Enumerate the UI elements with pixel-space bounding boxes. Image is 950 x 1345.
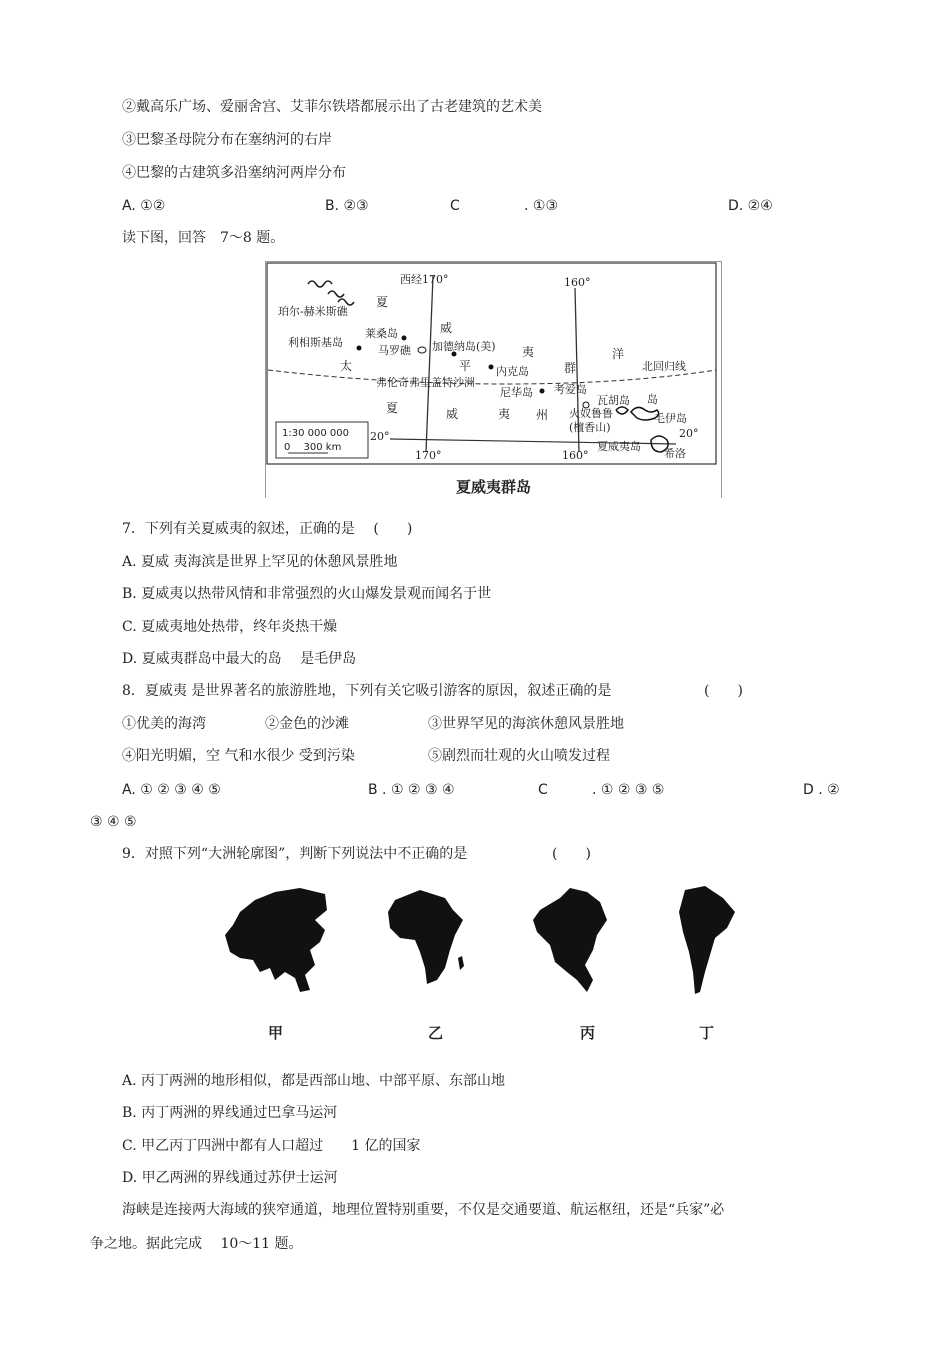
q7-option-c: C. 夏威夷地处热带，终年炎热干燥 [122, 619, 338, 635]
continent-label-yi: 乙 [428, 1024, 444, 1042]
label-xia: 夏 [376, 295, 389, 309]
continent-label-jia: 甲 [268, 1024, 284, 1042]
continent-outlines [215, 880, 755, 1020]
continent-asia [225, 888, 327, 992]
q7-option-b: B. 夏威夷以热带风情和非常强烈的火山爆发景观而闻名于世 [122, 586, 492, 602]
label-b160: 160° [562, 449, 589, 462]
q9-paren: ( ) [552, 846, 591, 862]
label-w170: 西经170° [400, 273, 449, 286]
q8-s2: ②金色的沙滩 [265, 716, 349, 732]
label-b170: 170° [415, 449, 442, 462]
q9-stem: 9．对照下列“大洲轮廓图”，判断下列说法中不正确的是 [122, 846, 468, 862]
continent-label-bing: 丙 [580, 1024, 596, 1042]
label-kauai: 考爱岛 [554, 383, 587, 396]
label-honolulu: 火奴鲁鲁 [569, 407, 613, 420]
madagascar [458, 956, 464, 970]
q6-option-c: . ①③ [524, 198, 559, 214]
label-maui: 毛伊岛 [654, 412, 687, 425]
q8-option-a: A. ① ② ③ ④ ⑤ [122, 782, 221, 798]
q9-option-c: C. 甲乙丙丁四洲中都有人口超过 1 亿的国家 [122, 1138, 421, 1154]
q8-s3: ③世界罕见的海滨休憩风景胜地 [428, 716, 624, 732]
label-maro: 马罗礁 [378, 344, 411, 357]
q9-option-a: A. 丙丁两洲的地形相似，都是西部山地、中部平原、东部山地 [122, 1073, 506, 1089]
q7-stem: 7．下列有关夏威夷的叙述，正确的是 ( ) [122, 521, 413, 537]
label-yang: 洋 [612, 347, 625, 361]
q8-stem: 8．夏威夷 是世界著名的旅游胜地，下列有关它吸引游客的原因，叙述正确的是 [122, 683, 612, 699]
label-l20: 20° [370, 430, 390, 443]
label-qun: 群 [564, 361, 577, 375]
continent-label-ding: 丁 [699, 1024, 715, 1042]
label-tai: 太 [340, 359, 353, 373]
intro-10-11-line1: 海峡是连接两大海域的狭窄通道，地理位置特别重要，不仅是交通要道、航运枢纽，还是“兵家”必 [122, 1202, 725, 1218]
label-yi2: 夷 [498, 407, 511, 421]
q8-s4: ④阳光明媚，空 气和水很少 受到污染 [122, 748, 355, 764]
label-oahu: 瓦胡岛 [597, 394, 630, 407]
label-nihoa: 尼华岛 [500, 386, 533, 399]
q8-option-d-cont: ③ ④ ⑤ [90, 814, 137, 830]
label-lisianski: 利相斯基岛 [288, 336, 343, 349]
nihoa-dot [540, 389, 545, 394]
label-hilo: 希洛 [664, 447, 686, 460]
label-gardner: 加德纳岛(美) [432, 340, 496, 353]
q9-option-d: D. 甲乙两洲的界线通过苏伊士运河 [122, 1170, 338, 1186]
q8-option-c: . ① ② ③ ⑤ [592, 782, 665, 798]
label-pearl: 珀尔-赫米斯礁 [278, 305, 348, 318]
label-wei2: 威 [446, 407, 459, 421]
q6-statement-3: ③巴黎圣母院分布在塞纳河的右岸 [122, 132, 332, 148]
q8-s5: ⑤剧烈而壮观的火山喷发过程 [428, 748, 610, 764]
lisianski-dot [357, 346, 362, 351]
label-necker: 内克岛 [496, 365, 529, 378]
q6-statement-2: ②戴高乐广场、爱丽舍宫、艾菲尔铁塔都展示出了古老建筑的艺术美 [122, 99, 542, 115]
hawaii-map-lines [266, 262, 721, 498]
label-hawaii: 夏威夷岛 [597, 440, 641, 453]
label-yi: 夷 [522, 345, 535, 359]
label-honolulu2: (檀香山) [569, 421, 611, 434]
label-ping: 平 [459, 359, 472, 373]
intro-7-8: 读下图，回答 7～8 题。 [122, 230, 285, 246]
scale-distance: 0 300 km [284, 442, 342, 453]
reef-marks [308, 281, 354, 305]
q6-option-a: A. ①② [122, 198, 166, 214]
oahu-shape [616, 407, 628, 414]
label-island-suffix: 岛 [647, 393, 658, 406]
necker-dot [489, 365, 494, 370]
label-xia2: 夏 [386, 401, 399, 415]
q9-option-b: B. 丙丁两洲的界线通过巴拿马运河 [122, 1105, 338, 1121]
label-tropic: 北回归线 [642, 360, 686, 373]
q6-option-c-letter: C [450, 198, 460, 214]
map-caption: 夏威夷群岛 [455, 478, 531, 496]
q6-option-d: D. ②④ [728, 198, 773, 214]
q8-option-d: D . ② [803, 782, 840, 798]
laysan-dot [402, 336, 407, 341]
label-r20: 20° [679, 427, 699, 440]
continent-south-america [679, 886, 735, 994]
q6-statement-4: ④巴黎的古建筑多沿塞纳河两岸分布 [122, 165, 346, 181]
meridian-170 [426, 276, 433, 452]
q7-option-d: D. 夏威夷群岛中最大的岛 是毛伊岛 [122, 651, 357, 667]
intro-10-11-line2: 争之地。据此完成 10～11 题。 [90, 1236, 303, 1252]
label-zhou: 州 [536, 408, 549, 422]
label-e160: 160° [564, 276, 591, 289]
q8-option-b: B . ① ② ③ ④ [368, 782, 455, 798]
q8-s1: ①优美的海湾 [122, 716, 206, 732]
q8-option-c-letter: C [538, 782, 548, 798]
label-ffs: 弗伦奇弗里盖特沙洲 [376, 376, 475, 389]
label-wei: 威 [440, 321, 453, 335]
maro-mark [418, 347, 426, 353]
continent-africa [388, 890, 463, 984]
continent-north-america [533, 888, 607, 992]
hawaii-map [265, 261, 722, 498]
scale-ratio: 1:30 000 000 [282, 428, 349, 439]
label-laysan: 莱桑岛 [365, 327, 398, 340]
q6-option-b: B. ②③ [325, 198, 369, 214]
q8-paren: ( ) [704, 683, 743, 699]
q7-option-a: A. 夏威 夷海滨是世界上罕见的休憩风景胜地 [122, 554, 398, 570]
